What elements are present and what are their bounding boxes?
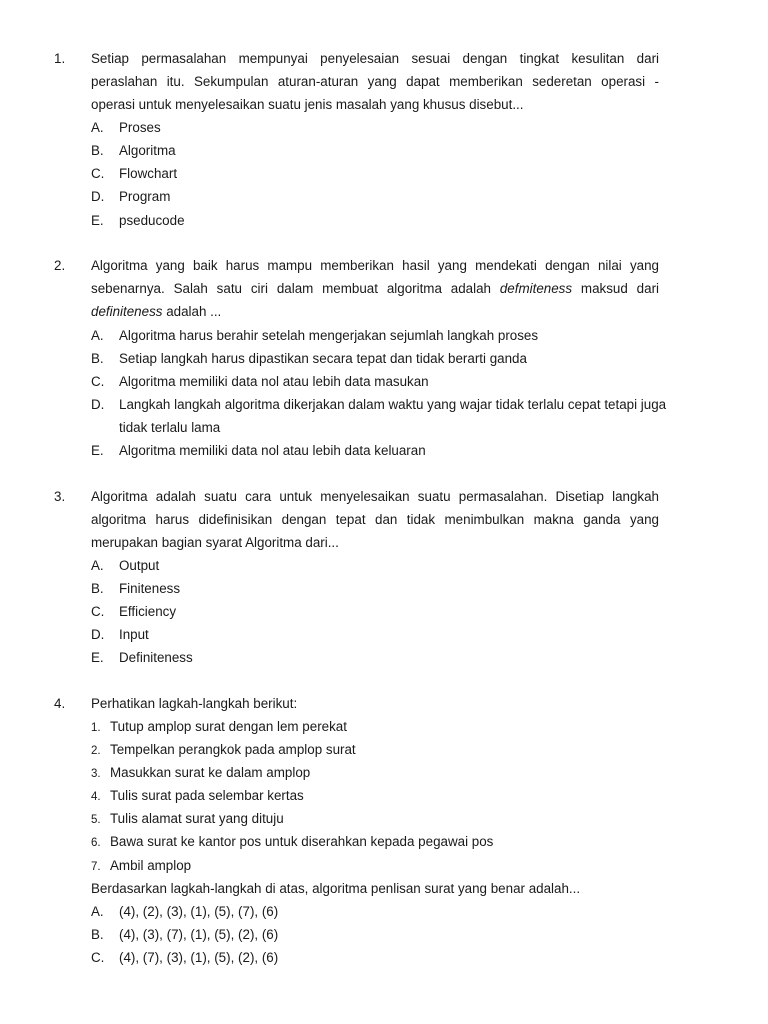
option-letter: E. — [91, 650, 104, 665]
option-a — [91, 328, 538, 343]
step-number: 2. — [91, 745, 101, 757]
question-stem-line: Algoritma yang baik harus mampu memberikan hasil yang mendekati dengan nilai yang — [91, 258, 659, 273]
option-d — [91, 627, 149, 642]
option-a — [91, 904, 278, 919]
question-number: 2. — [54, 258, 66, 273]
option-d-continuation: tidak terlalu lama — [119, 420, 221, 435]
option-letter: E. — [91, 443, 104, 458]
question-stem-line — [91, 281, 659, 296]
question-stem-line: peraslahan itu. Sekumpulan aturan-aturan yang dapat memberikan sederetan operasi - — [91, 74, 659, 89]
option-letter: C. — [91, 604, 105, 619]
question-number: 1. — [54, 51, 66, 66]
stem-italic-term: defmiteness — [499, 281, 573, 296]
question-stem-line: operasi untuk menyelesaikan suatu jenis masalah yang khusus disebut... — [91, 97, 524, 112]
option-letter: B. — [91, 581, 104, 596]
option-letter: A. — [91, 120, 104, 135]
option-text: (4), (3), (7), (1), (5), (2), (6) — [119, 927, 279, 942]
question-stem-line: Algoritma adalah suatu cara untuk menyelesaikan suatu permasalahan. Disetiap langkah — [91, 489, 659, 504]
option-c — [91, 950, 278, 965]
option-text: Finiteness — [119, 581, 181, 596]
option-e — [91, 443, 426, 458]
option-b — [91, 143, 176, 158]
option-e — [91, 213, 185, 228]
step-item — [91, 858, 191, 873]
option-b — [91, 927, 278, 942]
step-item — [91, 811, 284, 826]
option-d — [91, 189, 170, 204]
step-item — [91, 742, 356, 757]
question-number: 3. — [54, 489, 66, 504]
option-text: Flowchart — [119, 166, 178, 181]
option-text: (4), (7), (3), (1), (5), (2), (6) — [119, 950, 279, 965]
option-letter: A. — [91, 328, 104, 343]
question-intro: Perhatikan lagkah-langkah berikut: — [91, 696, 298, 711]
step-number: 1. — [91, 722, 101, 734]
option-text: (4), (2), (3), (1), (5), (7), (6) — [119, 904, 279, 919]
option-b — [91, 351, 527, 366]
step-text: Bawa surat ke kantor pos untuk diserahkan kepada pegawai pos — [110, 834, 494, 849]
option-letter: C. — [91, 374, 105, 389]
step-text: Tempelkan perangkok pada amplop surat — [110, 742, 356, 757]
stem-text: maksud dari — [572, 281, 660, 296]
option-text: Algoritma harus berahir setelah mengerjakan sejumlah langkah proses — [119, 328, 539, 343]
question-number: 4. — [54, 696, 66, 711]
option-letter: C. — [91, 950, 105, 965]
option-text: Output — [119, 558, 160, 573]
option-d — [91, 397, 666, 412]
step-text: Tulis alamat surat yang dituju — [110, 811, 284, 826]
step-number: 7. — [91, 861, 101, 873]
option-c — [91, 604, 176, 619]
step-item — [91, 788, 304, 803]
question-stem-line — [91, 304, 659, 319]
step-item — [91, 765, 310, 780]
question-stem-line: merupakan bagian syarat Algoritma dari... — [91, 535, 339, 550]
question-text: Berdasarkan lagkah-langkah di atas, algoritma penlisan surat yang benar adalah... — [91, 881, 581, 896]
stem-italic-term: definiteness — [91, 304, 163, 319]
option-letter: B. — [91, 351, 104, 366]
option-letter: B. — [91, 927, 104, 942]
option-text: Algoritma memiliki data nol atau lebih data masukan — [119, 374, 429, 389]
step-text: Ambil amplop — [110, 858, 192, 873]
option-text: Langkah langkah algoritma dikerjakan dalam waktu yang wajar tidak terlalu cepat tetapi juga — [119, 397, 667, 412]
option-text: Algoritma memiliki data nol atau lebih data keluaran — [119, 443, 426, 458]
option-text: Algoritma — [119, 143, 176, 158]
option-text: Program — [119, 189, 171, 204]
option-b — [91, 581, 180, 596]
option-c — [91, 374, 429, 389]
stem-text: adalah ... — [162, 304, 222, 319]
option-text: pseducode — [119, 213, 185, 228]
option-letter: A. — [91, 558, 104, 573]
option-text: Input — [119, 627, 149, 642]
option-letter: D. — [91, 189, 105, 204]
step-item — [91, 834, 493, 849]
step-text: Masukkan surat ke dalam amplop — [110, 765, 311, 780]
option-letter: E. — [91, 213, 104, 228]
step-number: 4. — [91, 791, 101, 803]
stem-text: sebenarnya. Salah satu ciri dalam membuat algoritma adalah — [91, 281, 500, 296]
option-c — [91, 166, 177, 181]
option-text: Efficiency — [119, 604, 177, 619]
option-letter: D. — [91, 627, 105, 642]
option-letter: C. — [91, 166, 105, 181]
question-stem-line: Setiap permasalahan mempunyai penyelesaian sesuai dengan tingkat kesulitan dari — [91, 51, 659, 66]
option-letter: D. — [91, 397, 105, 412]
step-text: Tutup amplop surat dengan lem perekat — [110, 719, 347, 734]
step-number: 6. — [91, 837, 101, 849]
question-stem-line: algoritma harus didefinisikan dengan tepat dan tidak menimbulkan makna ganda yang — [91, 512, 659, 527]
option-text: Definiteness — [119, 650, 193, 665]
step-item — [91, 719, 347, 734]
step-number: 3. — [91, 768, 101, 780]
option-e — [91, 650, 193, 665]
option-a — [91, 120, 161, 135]
option-letter: B. — [91, 143, 104, 158]
option-letter: A. — [91, 904, 104, 919]
step-number: 5. — [91, 814, 101, 826]
option-text: Setiap langkah harus dipastikan secara tepat dan tidak berarti ganda — [119, 351, 527, 366]
step-text: Tulis surat pada selembar kertas — [110, 788, 304, 803]
option-a — [91, 558, 159, 573]
option-text: Proses — [119, 120, 161, 135]
